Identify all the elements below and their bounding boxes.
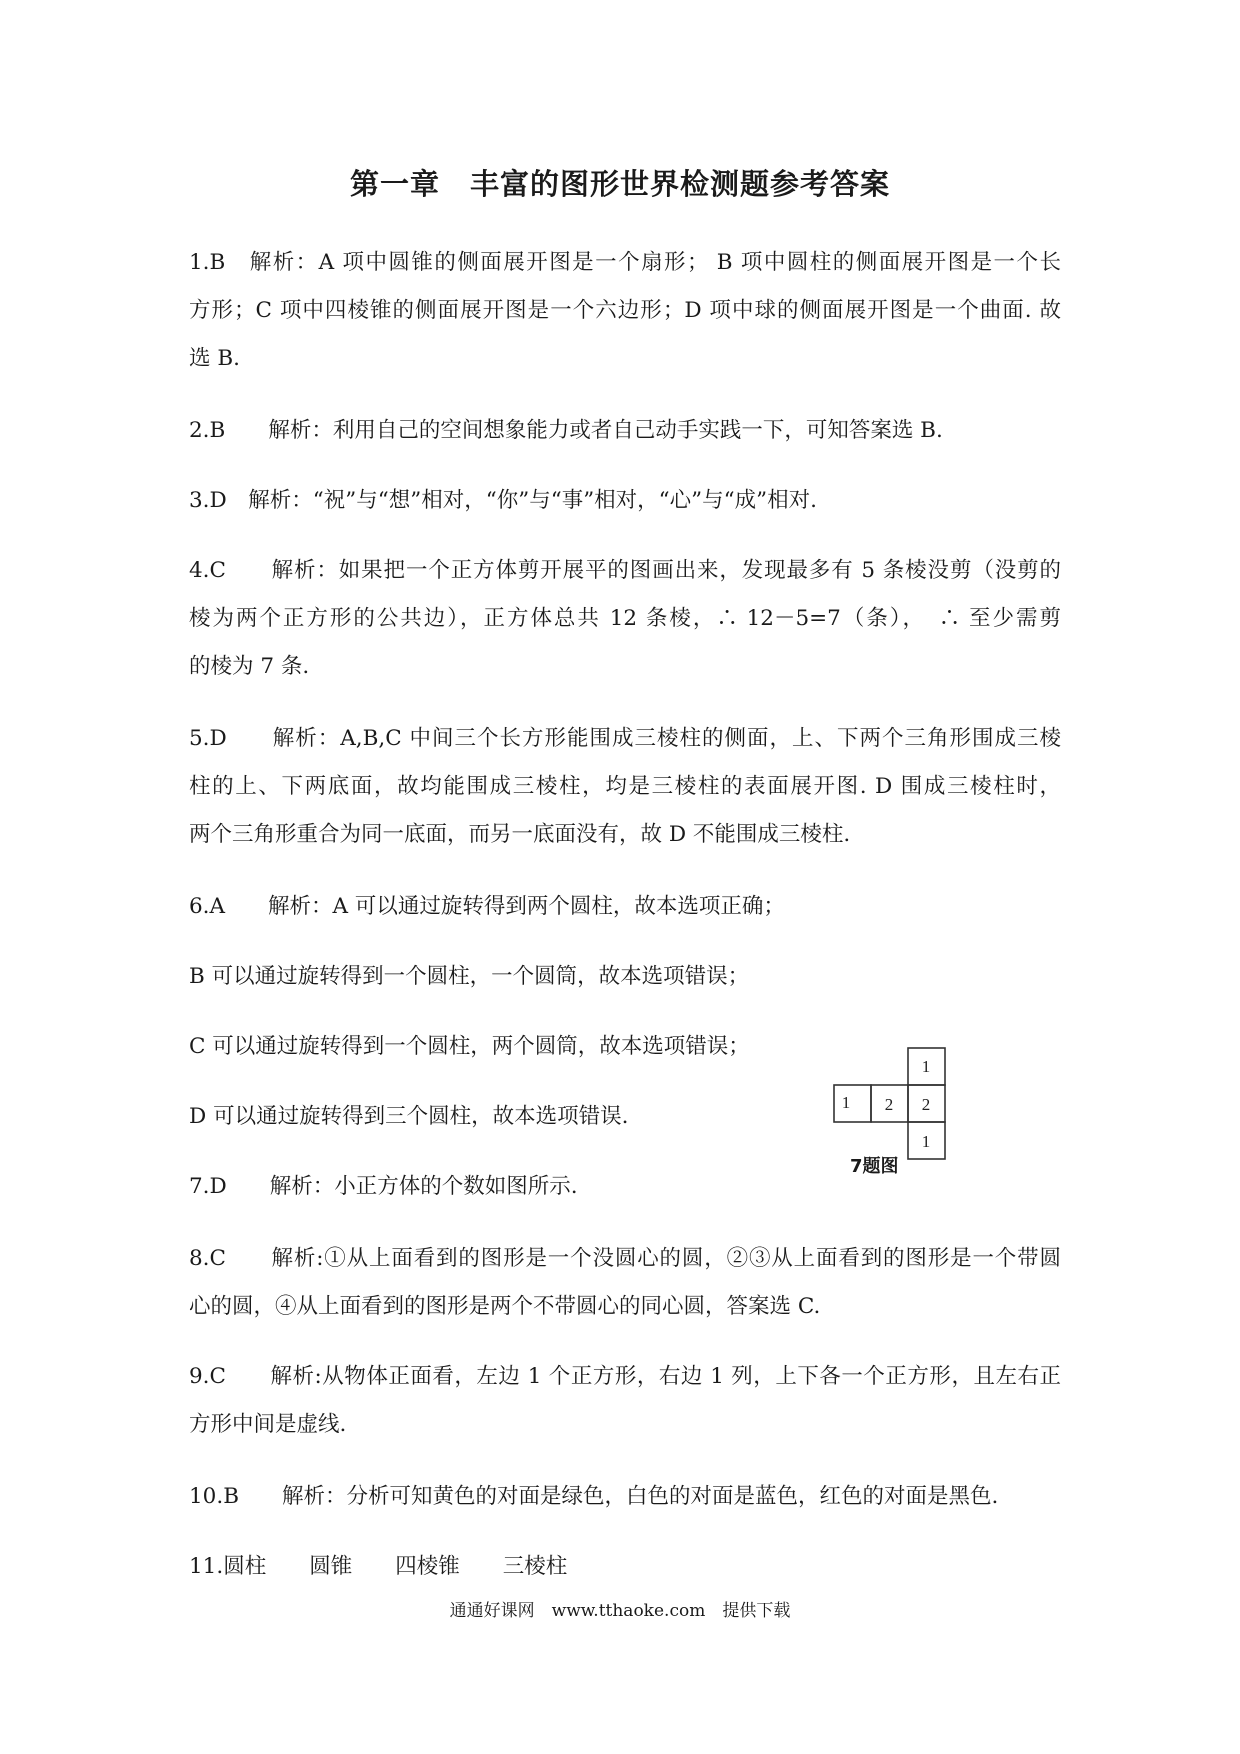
answer-line: 选 B.: [189, 346, 240, 371]
answer-line: B 可以通过旋转得到一个圆柱，一个圆筒，故本选项错误；: [189, 964, 750, 989]
figure-caption: 7题图: [850, 1156, 899, 1177]
cell-count: 1: [841, 1093, 851, 1112]
answer-line: 7.D 解析：小正方体的个数如图所示.: [189, 1174, 578, 1199]
answer-line: 3.D 解析：“祝”与“想”相对，“你”与“事”相对，“心”与“成”相对.: [189, 488, 817, 513]
answer-line: C 可以通过旋转得到一个圆柱，两个圆筒，故本选项错误；: [189, 1034, 750, 1059]
cell-count: 2: [884, 1095, 894, 1114]
answer-line: 9.C 解析:从物体正面看，左边 1 个正方形，右边 1 列，上下各一个正方形，且左右正: [189, 1364, 1061, 1389]
answer-line: 方形中间是虚线.: [189, 1412, 347, 1437]
answer-line: 6.A 解析：A 可以通过旋转得到两个圆柱，故本选项正确；: [189, 894, 785, 919]
answer-line: 柱的上、下两底面，故均能围成三棱柱，均是三棱柱的表面展开图. D 围成三棱柱时，: [189, 774, 1061, 799]
grid-cell: [834, 1085, 871, 1122]
answer-line: 方形；C 项中四棱锥的侧面展开图是一个六边形；D 项中球的侧面展开图是一个曲面. 故: [189, 298, 1061, 323]
answer-line: 8.C 解析:①从上面看到的图形是一个没圆心的圆，②③从上面看到的图形是一个带圆: [189, 1246, 1061, 1271]
cell-count: 2: [921, 1095, 931, 1114]
answer-line: 1.B 解析：A 项中圆锥的侧面展开图是一个扇形； B 项中圆柱的侧面展开图是一个长: [189, 250, 1061, 275]
answer-line: 的棱为 7 条.: [189, 654, 310, 679]
cell-count: 1: [921, 1132, 931, 1151]
answer-line: 10.B 解析：分析可知黄色的对面是绿色，白色的对面是蓝色，红色的对面是黑色.: [189, 1484, 999, 1509]
answer-line: 4.C 解析：如果把一个正方体剪开展平的图画出来，发现最多有 5 条棱没剪（没剪的: [189, 558, 1061, 583]
answer-line: 11.圆柱 圆锥 四棱锥 三棱柱: [189, 1554, 568, 1579]
answer-line: 两个三角形重合为同一底面，而另一底面没有，故 D 不能围成三棱柱.: [189, 822, 851, 847]
answer-line: 心的圆，④从上面看到的图形是两个不带圆心的同心圆，答案选 C.: [189, 1294, 821, 1319]
page-footer: 通通好课网 www.tthaoke.com 提供下载: [449, 1601, 791, 1621]
answer-line: 5.D 解析：A,B,C 中间三个长方形能围成三棱柱的侧面，上、下两个三角形围成三棱: [189, 726, 1061, 751]
page-title: 第一章 丰富的图形世界检测题参考答案: [349, 167, 890, 201]
answer-line: 2.B 解析：利用自己的空间想象能力或者自己动手实践一下，可知答案选 B.: [189, 418, 943, 443]
answer-line: D 可以通过旋转得到三个圆柱，故本选项错误.: [189, 1104, 629, 1129]
answer-line: 棱为两个正方形的公共边），正方体总共 12 条棱，∴ 12－5=7（条）， ∴ 至少需剪: [189, 606, 1061, 631]
cell-count: 1: [921, 1057, 931, 1076]
